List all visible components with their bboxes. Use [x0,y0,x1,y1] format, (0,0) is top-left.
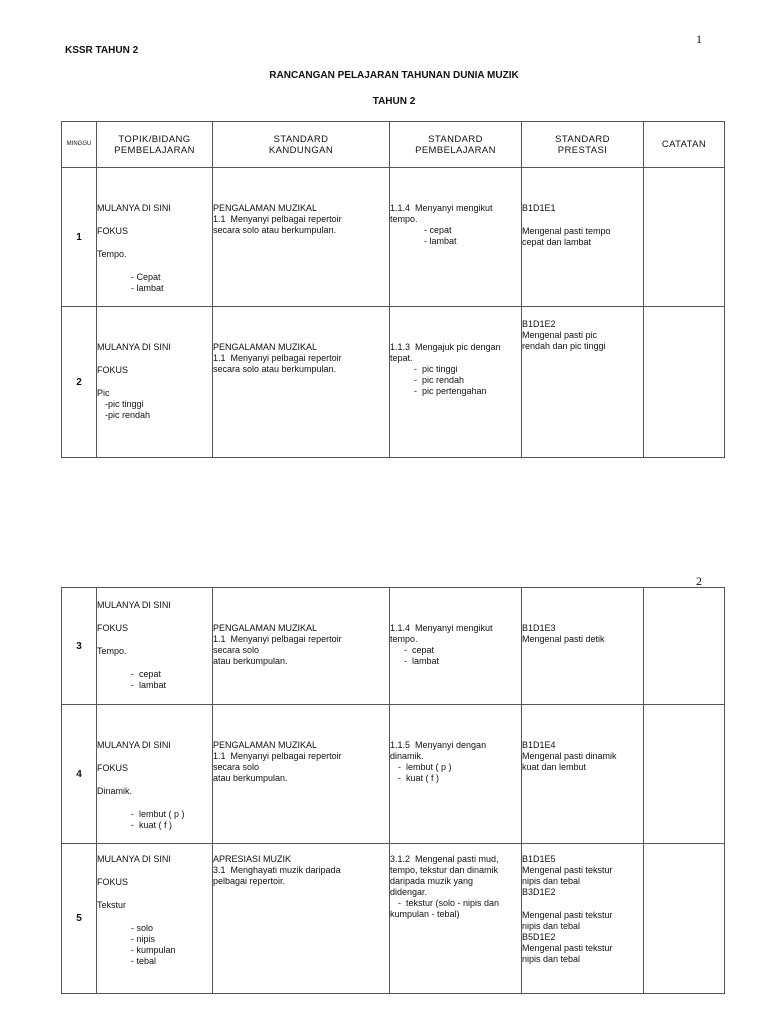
list-item: - pic tinggi [414,364,458,374]
topik-topic: Tempo. [97,646,127,656]
week-number: 5 [62,844,97,994]
prestasi-cell [522,168,644,307]
pembelajaran-cell [390,705,522,844]
topik-title: MULANYA DI SINI [97,203,171,213]
kandungan-cell [213,844,390,994]
kandungan-line: secara solo atau berkumpulan. [213,225,337,235]
pembelajaran-line: dinamik. [390,751,424,761]
list-item: - solo [131,923,154,933]
catatan-cell [644,307,725,458]
table-row [62,168,725,307]
pembelajaran-line: 1.1.4 Menyanyi mengikut [390,623,493,633]
pembelajaran-line: daripada muzik yang [390,876,474,886]
pembelajaran-cell [390,844,522,994]
pembelajaran-line: didengar. [390,887,428,897]
page-title: RANCANGAN PELAJARAN TAHUNAN DUNIA MUZIK [269,70,519,81]
col-pembelajaran [390,122,522,168]
prestasi-line: cepat dan lambat [522,237,592,247]
kandungan-line: atau berkumpulan. [213,773,288,783]
topik-cell [97,844,213,994]
list-item: kumpulan - tebal) [390,909,460,919]
kandungan-line: 1.1 Menyanyi pelbagai repertoir [213,214,342,224]
kandungan-line: PENGALAMAN MUZIKAL [213,203,318,213]
prestasi-line: Mengenal pasti detik [522,634,605,644]
topik-fokus: FOKUS [97,877,129,887]
week-number: 4 [62,705,97,844]
kandungan-line: 1.1 Menyanyi pelbagai repertoir [213,634,342,644]
kandungan-line: atau berkumpulan. [213,656,288,666]
kandungan-line: APRESIASI MUZIK [213,854,292,864]
topik-topic: Tekstur [97,900,127,910]
pembelajaran-line: tempo. [390,214,418,224]
prestasi-code: B1D1E1 [522,203,556,213]
list-item: - pic rendah [414,375,465,385]
prestasi-cell [522,705,644,844]
topik-fokus: FOKUS [97,623,129,633]
table-row [62,705,725,844]
list-item: - lambat [131,283,164,293]
topik-fokus: FOKUS [97,763,129,773]
topik-title: MULANYA DI SINI [97,600,171,610]
catatan-cell [644,168,725,307]
kandungan-line: pelbagai repertoir. [213,876,286,886]
kandungan-line: 1.1 Menyanyi pelbagai repertoir [213,353,342,363]
kandungan-line: secara solo atau berkumpulan. [213,364,337,374]
col-prestasi-line2: PRESTASI [557,144,608,156]
list-item: - lambat [424,236,457,246]
pembelajaran-cell [390,168,522,307]
list-item: - cepat [404,645,435,655]
kandungan-line: PENGALAMAN MUZIKAL [213,623,318,633]
list-item: - lembut ( p ) [398,762,452,772]
topik-cell [97,588,213,705]
page-subtitle: TAHUN 2 [372,96,416,107]
pembelajaran-line: 1.1.4 Menyanyi mengikut [390,203,493,213]
prestasi-code: B1D1E2 [522,319,556,329]
table-row [62,588,725,705]
prestasi-cell [522,307,644,458]
prestasi-code: B1D1E5 [522,854,556,864]
kandungan-line: 1.1 Menyanyi pelbagai repertoir [213,751,342,761]
week-number: 2 [62,307,97,458]
catatan-cell [644,844,725,994]
kandungan-line: PENGALAMAN MUZIKAL [213,342,318,352]
prestasi-code: B3D1E2 [522,887,556,897]
col-pembelajaran-line2: PEMBELAJARAN [415,144,496,156]
list-item: - tekstur (solo - nipis dan [398,898,500,908]
col-kandungan-line2: KANDUNGAN [268,144,334,156]
kandungan-cell [213,168,390,307]
kandungan-cell [213,588,390,705]
topik-title: MULANYA DI SINI [97,854,171,864]
prestasi-line: Mengenal pasti tempo [522,226,611,236]
list-item: - cepat [131,669,162,679]
table-row [62,307,725,458]
topik-title: MULANYA DI SINI [97,342,171,352]
topik-fokus: FOKUS [97,226,129,236]
list-item: -pic rendah [105,410,151,420]
pembelajaran-line: tempo, tekstur dan dinamik [390,865,499,875]
col-prestasi-line1: STANDARD [555,133,610,145]
topik-fokus: FOKUS [97,365,129,375]
topik-topic: Pic [97,388,110,398]
prestasi-code: B1D1E3 [522,623,556,633]
topik-title: MULANYA DI SINI [97,740,171,750]
pembelajaran-line: tempo. [390,634,418,644]
list-item: - pic pertengahan [414,386,487,396]
pembelajaran-line: tepat. [390,353,413,363]
prestasi-code: B1D1E4 [522,740,556,750]
kandungan-line: secara solo [213,645,260,655]
prestasi-line: kuat dan lembut [522,762,587,772]
col-topik [97,122,213,168]
kandungan-line: secara solo [213,762,260,772]
col-topik-line2: PEMBELAJARAN [114,144,195,156]
topik-topic: Dinamik. [97,786,133,796]
topik-cell [97,705,213,844]
col-prestasi [522,122,644,168]
col-pembelajaran-line1: STANDARD [428,133,483,145]
topik-cell [97,168,213,307]
col-topik-line1: TOPIK/BIDANG [118,133,191,145]
list-item: - lambat [131,680,167,690]
lesson-plan-table-1 [61,121,725,458]
kandungan-cell [213,307,390,458]
prestasi-line: nipis dan tebal [522,876,581,886]
week-number: 3 [62,588,97,705]
pembelajaran-line: 3.1.2 Mengenal pasti mud, [390,854,499,864]
catatan-cell [644,705,725,844]
list-item: - kumpulan [131,945,176,955]
list-item: - tebal [131,956,157,966]
lesson-plan-table-2 [61,587,725,994]
kandungan-cell [213,705,390,844]
prestasi-line: Mengenal pasti tekstur [522,910,613,920]
prestasi-code: B5D1E2 [522,932,556,942]
prestasi-cell [522,844,644,994]
prestasi-line: Mengenal pasti pic [522,330,598,340]
col-kandungan [213,122,390,168]
col-catatan: CATATAN [644,122,725,168]
page-number-2: 2 [696,574,702,588]
list-item: - kuat ( f ) [398,773,440,783]
prestasi-line: Mengenal pasti dinamik [522,751,617,761]
prestasi-line: Mengenal pasti tekstur [522,943,613,953]
pembelajaran-cell [390,588,522,705]
prestasi-line: nipis dan tebal [522,954,581,964]
col-kandungan-line1: STANDARD [273,133,329,145]
kandungan-line: PENGALAMAN MUZIKAL [213,740,318,750]
prestasi-line: rendah dan pic tinggi [522,341,606,351]
list-item: -pic tinggi [105,399,144,409]
page-number-1: 1 [696,32,702,46]
prestasi-cell [522,588,644,705]
list-item: - kuat ( f ) [131,820,173,830]
prestasi-line: nipis dan tebal [522,921,581,931]
topik-cell [97,307,213,458]
catatan-cell [644,588,725,705]
list-item: - lembut ( p ) [131,809,185,819]
list-item: - lambat [404,656,440,666]
pembelajaran-line: 1.1.5 Menyanyi dengan [390,740,487,750]
prestasi-line: Mengenal pasti tekstur [522,865,613,875]
header-left: KSSR TAHUN 2 [65,45,139,56]
list-item: - nipis [131,934,156,944]
kandungan-line: 3.1 Menghayati muzik daripada [213,865,341,875]
week-number: 1 [62,168,97,307]
list-item: - cepat [424,225,452,235]
topik-topic: Tempo. [97,249,127,259]
pembelajaran-cell [390,307,522,458]
table-row [62,844,725,994]
list-item: - Cepat [131,272,161,282]
col-minggu: MINGGU [62,122,97,168]
pembelajaran-line: 1.1.3 Mengajuk pic dengan [390,342,501,352]
